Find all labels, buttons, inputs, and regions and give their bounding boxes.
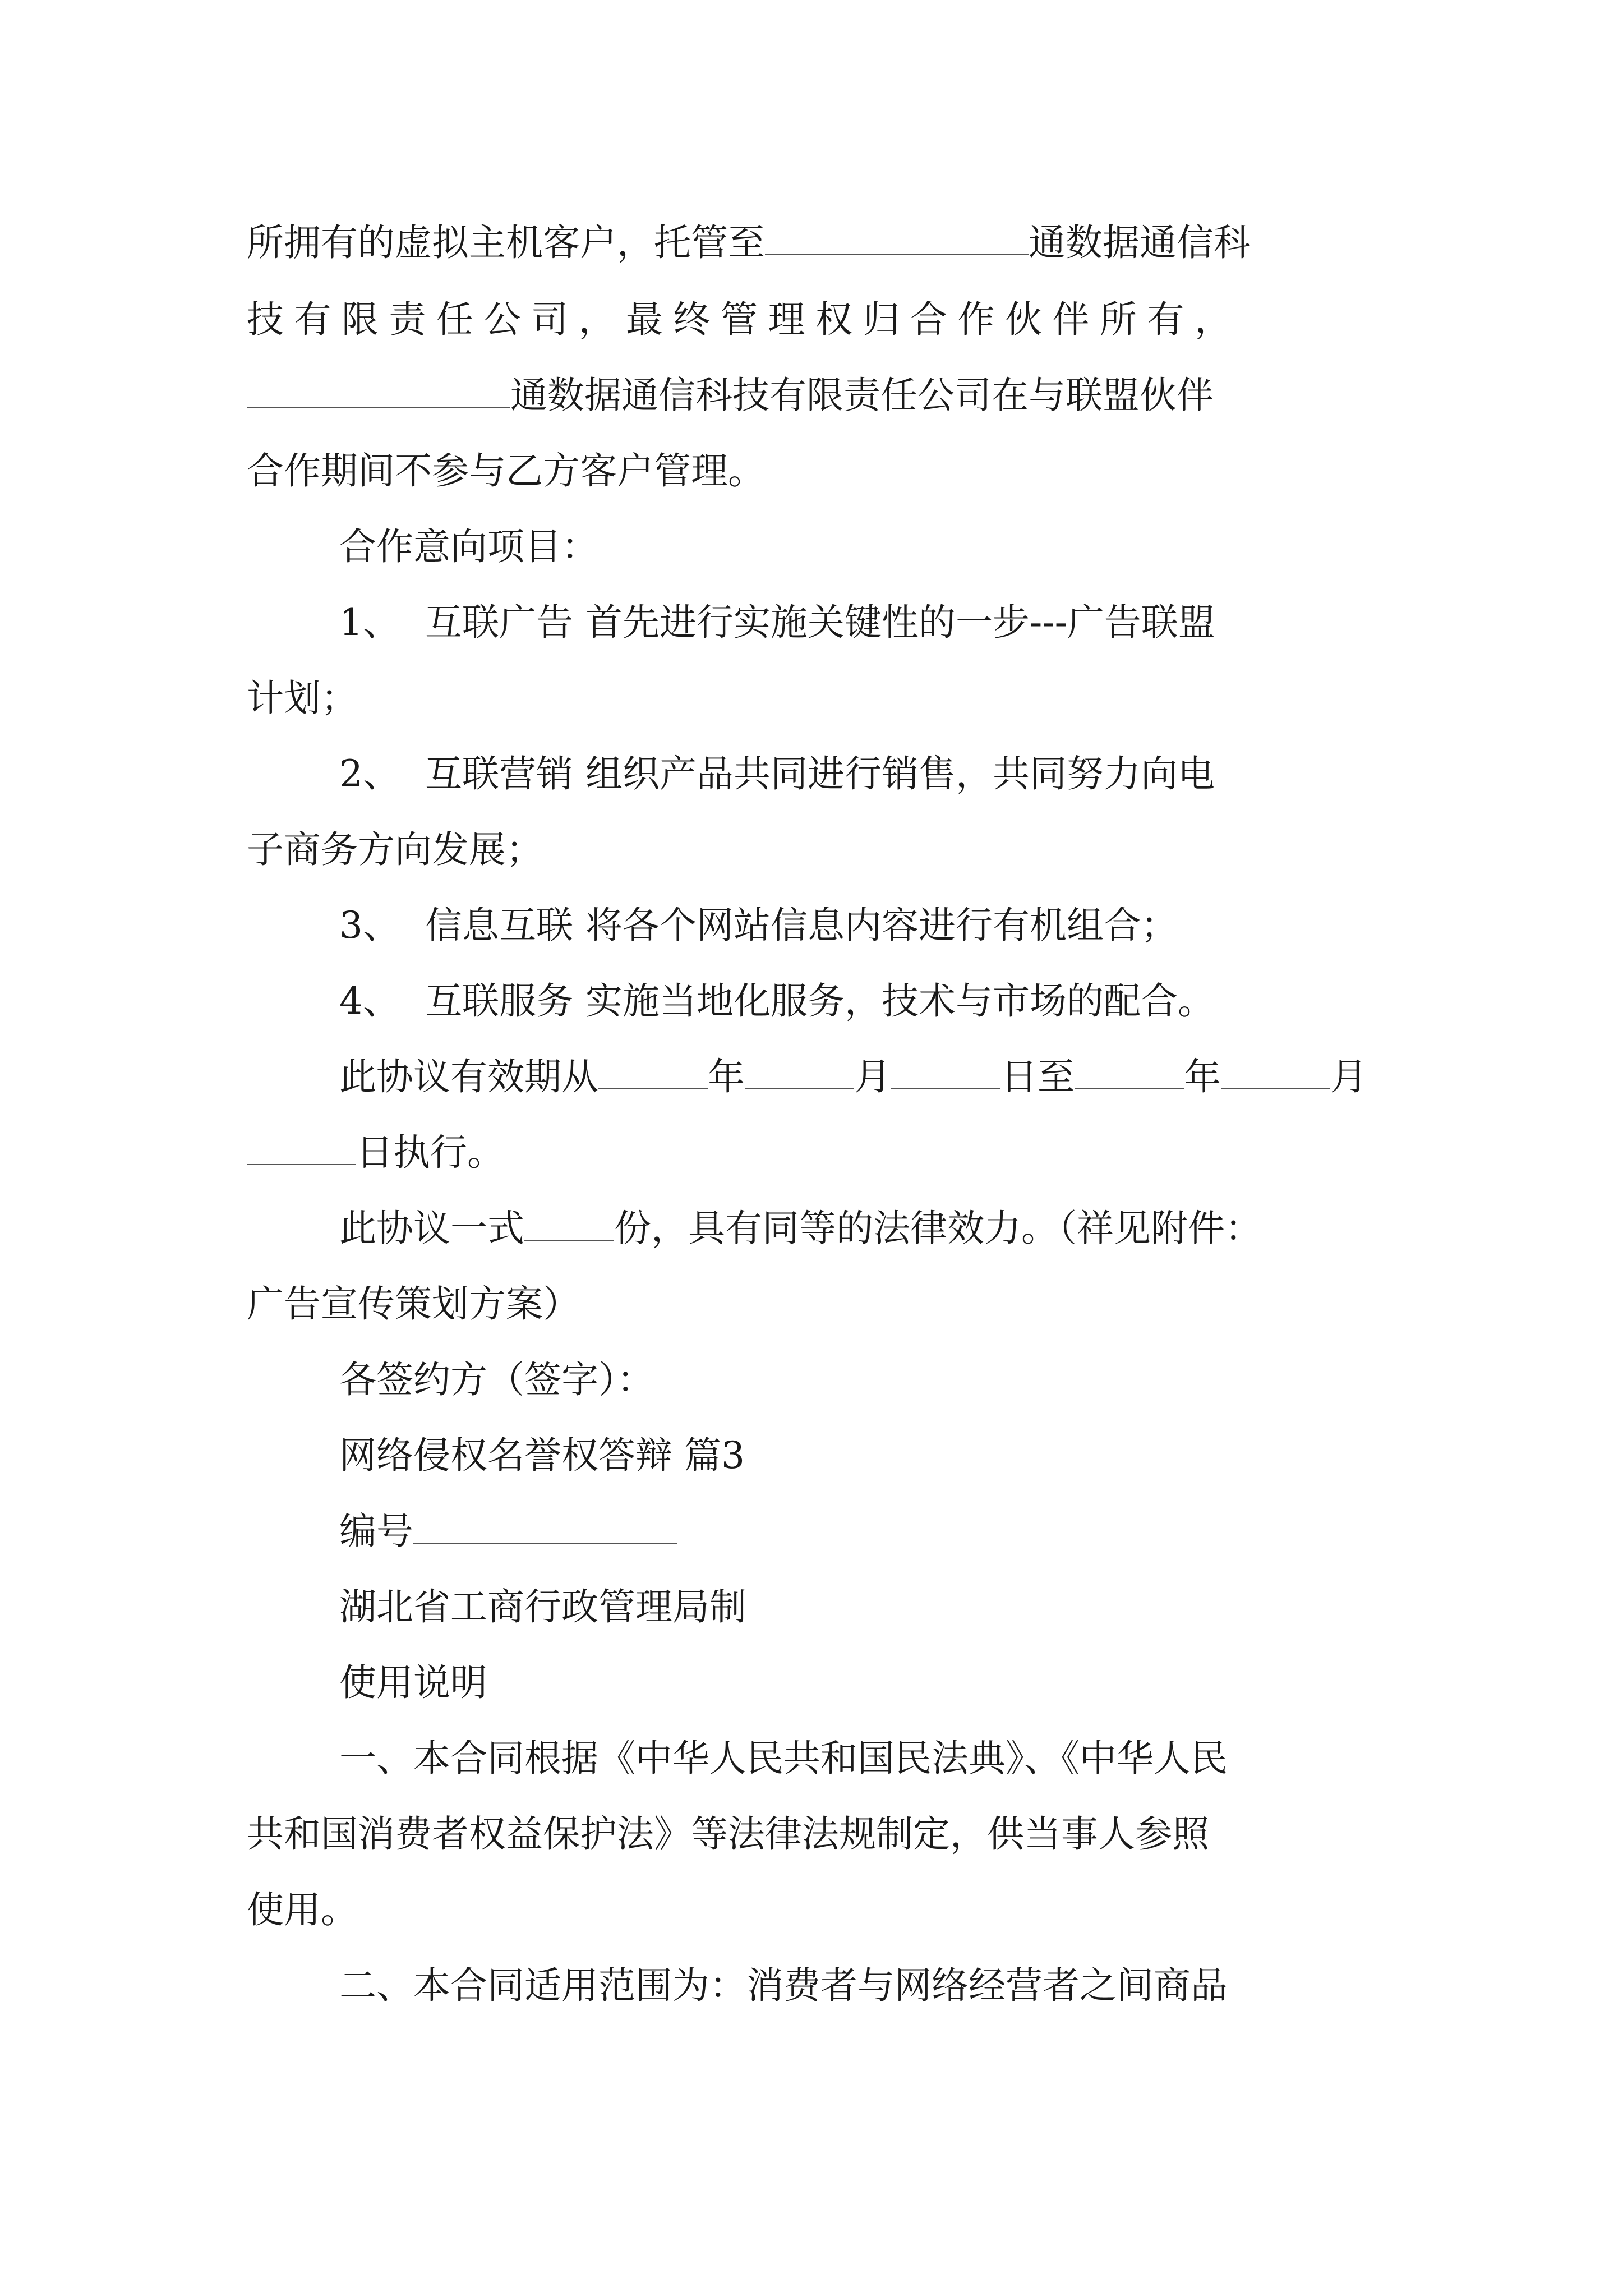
usage-paragraph-line: 使用。 — [247, 1888, 358, 1931]
section-title: 网络侵权名誉权答辩 篇3 — [339, 1434, 745, 1477]
intent-heading: 合作意向项目： — [339, 525, 598, 568]
list-item — [339, 752, 1215, 797]
usage-title: 使用说明 — [339, 1661, 487, 1704]
text-span: 编号 — [339, 1510, 413, 1553]
paragraph-line: 合作期间不参与乙方客户管理。 — [247, 449, 765, 493]
text-span: 通数据通信科 — [1029, 221, 1251, 264]
fill-in-blank — [745, 1057, 854, 1089]
fill-in-blank — [1075, 1057, 1184, 1089]
item-title: 互联广告 — [425, 601, 573, 644]
item-text: 首先进行实施关键性的一步---广告联盟 — [585, 601, 1215, 644]
text-span: 份，具有同等的法律效力。（祥见附件： — [614, 1207, 1262, 1250]
usage-paragraph-line: 二、本合同适用范围为：消费者与网络经营者之间商品 — [339, 1964, 1228, 2007]
text-span: 通数据通信科技有限责任公司在与联盟伙伴 — [510, 374, 1214, 417]
item-number: 3、 — [339, 904, 400, 947]
list-item — [339, 600, 1215, 645]
validity-line — [339, 1055, 1367, 1099]
list-item-continuation: 子商务方向发展； — [247, 828, 543, 871]
usage-paragraph-line: 一、本合同根据《中华人民共和国民法典》、《中华人民 — [339, 1737, 1228, 1780]
item-number: 1、 — [339, 601, 400, 644]
item-title: 信息互联 — [425, 904, 573, 947]
text-span: 日执行。 — [356, 1131, 504, 1174]
paragraph-line — [247, 220, 1251, 265]
fill-in-blank — [247, 375, 510, 408]
text-span: 此协议一式 — [339, 1207, 524, 1250]
list-item — [339, 903, 1178, 948]
text-span: 此协议有效期从 — [339, 1055, 598, 1098]
number-line — [339, 1509, 677, 1554]
text-span: 月 — [1330, 1055, 1367, 1098]
text-span: 年 — [708, 1055, 745, 1098]
fill-in-blank — [891, 1057, 1000, 1089]
fill-in-blank — [524, 1208, 614, 1241]
item-text: 组织产品共同进行销售，共同努力向电 — [585, 752, 1215, 795]
fill-in-blank — [765, 223, 1029, 255]
text-span: 月 — [854, 1055, 891, 1098]
list-item-continuation: 计划； — [247, 677, 358, 720]
list-item — [339, 979, 1215, 1024]
paragraph-line — [247, 373, 1214, 418]
copies-line-continuation: 广告宣传策划方案） — [247, 1282, 580, 1326]
usage-paragraph-line: 共和国消费者权益保护法》等法律法规制定，供当事人参照 — [247, 1812, 1209, 1856]
text-span: 所拥有的虚拟主机客户，托管至 — [247, 221, 765, 264]
paragraph-line: 技有限责任公司，最终管理权归合作伙伴所有， — [247, 298, 1242, 341]
item-title: 互联营销 — [425, 752, 573, 795]
validity-line-continuation — [247, 1130, 504, 1175]
item-number: 4、 — [339, 979, 400, 1023]
item-number: 2、 — [339, 752, 400, 795]
fill-in-blank — [1221, 1057, 1330, 1089]
item-text: 实施当地化服务，技术与市场的配合。 — [585, 979, 1215, 1023]
text-span: 日至 — [1000, 1055, 1075, 1098]
fill-in-blank — [598, 1057, 708, 1089]
fill-in-blank — [413, 1511, 677, 1544]
item-title: 互联服务 — [425, 979, 573, 1023]
item-text: 将各个网站信息内容进行有机组合； — [585, 904, 1178, 947]
fill-in-blank — [247, 1133, 356, 1165]
text-span: 年 — [1184, 1055, 1221, 1098]
copies-line — [339, 1206, 1262, 1251]
signers-line: 各签约方（签字）： — [339, 1358, 654, 1401]
issuer-line: 湖北省工商行政管理局制 — [339, 1585, 746, 1628]
